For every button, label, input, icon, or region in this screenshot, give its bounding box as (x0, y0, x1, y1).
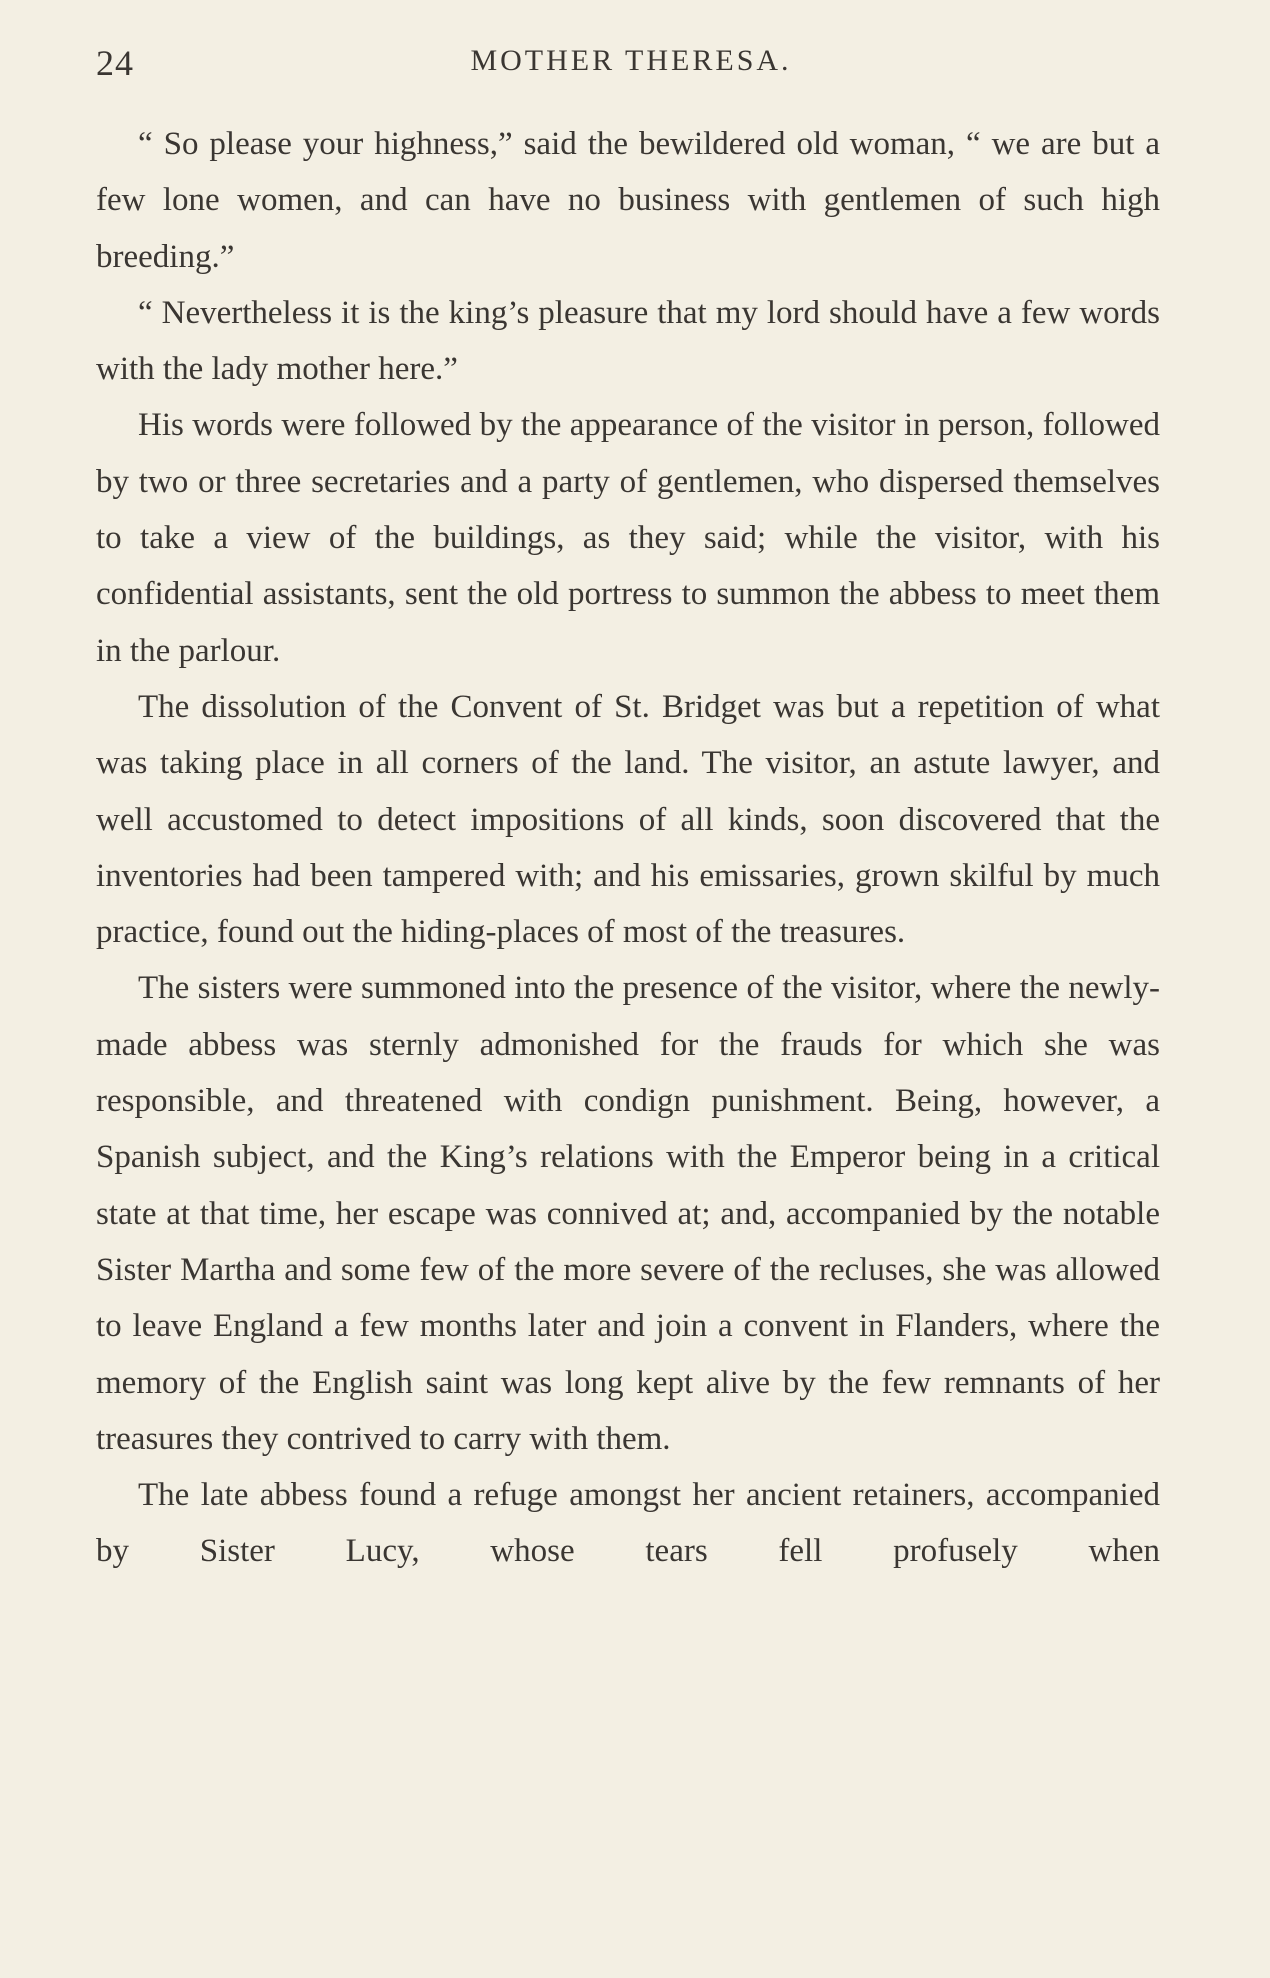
paragraph: “ Nevertheless it is the king’s pleasure that my lord should have a few words with the lady mother here.” (96, 294, 1160, 388)
paragraph: His words were followed by the appearance of the visitor in person, followed by two or three secretaries and a party of gentlemen, who dispersed themselves to take a view of the buildings, as they said; while the visitor, with his confidential assistants, sent the old portress to summon the abbess to meet them in the parlour. (96, 407, 1160, 669)
paragraph-continued: The late abbess found a refuge amongst her ancient retainers, accompanied by Sister Lucy, whose tears fell profusely when (96, 1477, 1160, 1570)
paragraph: “ So please your highness,” said the bewildered old woman, “ we are but a few lone women, and can have no business with gentlemen of such high breeding.” (96, 126, 1160, 275)
running-header (96, 42, 1166, 92)
page-number: 24 (96, 43, 134, 83)
paragraph: The dissolution of the Convent of St. Bridget was but a repetition of what was taking place in all corners of the land. The visitor, an astute lawyer, and well accustomed to detect impositions of all kinds, soon discovered that the inventories had been tampered with; and his emissaries, grown skilful by much practice, found out the hiding-places of most of the treasures. (96, 688, 1160, 951)
running-title: MOTHER THERESA. (470, 44, 792, 77)
body-text (96, 116, 1160, 1580)
paragraph: The sisters were summoned into the presence of the visitor, where the newly-made abbess was sternly admonished for the frauds for which she was responsible, and threatened with condign punishment. Being, however, a Spanish subject, and the King’s relations with the Emperor being in a critical state at that time, her escape was connived at; and, accompanied by the notable Sister Martha and some few of the more severe of the recluses, she was allowed to leave England a few months later and join a convent in Flanders, where the memory of the English saint was long kept alive by the few remnants of her treasures they contrived to carry with them. (96, 970, 1160, 1457)
